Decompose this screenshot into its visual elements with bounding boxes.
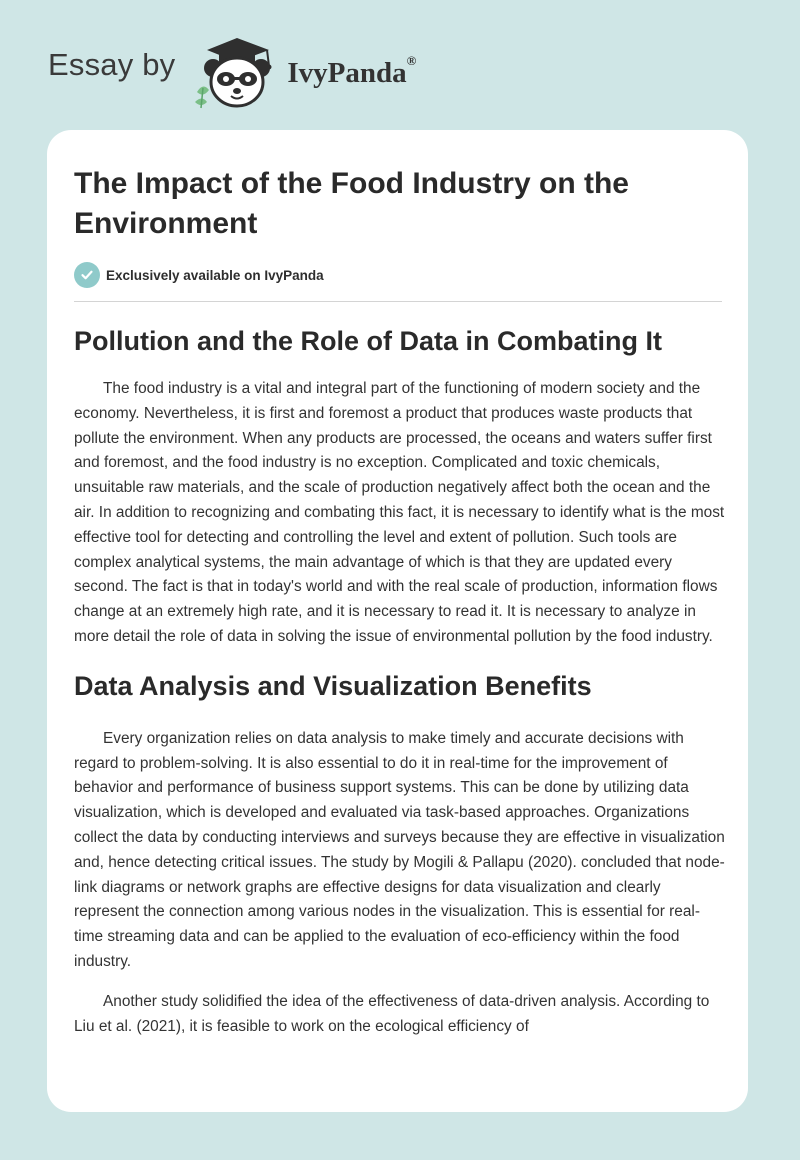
paragraph: The food industry is a vital and integral part of the functioning of modern society and the economy. Nevertheless, it is first and foremost a product that produces waste products that pollute the environment. When any products are processed, the oceans and waters suffer first and foremost, and the food industry is no exception. Complicated and toxic chemicals, unsuitable raw materials, and the scale of production negatively affect both the ocean and the air. In addition to recognizing and combating this fact, it is necessary to identify what is the most effective tool for detecting and controlling the level and extent of pollution. Such tools are complex analytical systems, the main advantage of which is that they are updated every second. The fact is that in today's world and with the real scale of production, information flows change at an extremely high rate, and it is necessary to read it. It is necessary to analyze in more detail the role of data in solving the issue of environmental pollution by the food industry. xyxy=(74,380,725,645)
panda-graduate-icon[interactable] xyxy=(189,32,281,110)
divider xyxy=(74,301,722,302)
brand-name[interactable]: IvyPanda® xyxy=(287,52,417,89)
brand-header xyxy=(48,30,416,110)
essay-card xyxy=(47,130,748,1112)
check-circle-icon xyxy=(74,262,100,288)
paragraph: Another study solidified the idea of the effectiveness of data-driven analysis. According to Liu et al. (2021), it is feasible to work on the ecological efficiency of xyxy=(74,992,710,1035)
section-heading: Data Analysis and Visualization Benefits xyxy=(74,670,592,701)
page-title: The Impact of the Food Industry on the Environment xyxy=(74,167,629,240)
badge-label: Exclusively available on IvyPanda xyxy=(106,267,324,283)
section-heading: Pollution and the Role of Data in Combating It xyxy=(74,326,662,356)
exclusive-badge xyxy=(74,261,721,289)
brand-prefix: Essay by xyxy=(48,47,176,82)
paragraph: Every organization relies on data analysis to make timely and accurate decisions with regard to problem-solving. It is also essential to do it in real-time for the improvement of behavior and performance of business support systems. This can be done by utilizing data visualization, which is developed and evaluated via task-based approaches. Organizations collect the data by conducting interviews and surveys because they are effective in visualization and, hence detecting critical issues. The study by Mogili & Pallapu (2020). concluded that node-link diagrams or network graphs are effective designs for data visualization and clearly represent the connection among various nodes in the visualization. This is essential for real-time streaming data and can be applied to the evaluation of eco-efficiency within the food industry. xyxy=(74,729,725,970)
